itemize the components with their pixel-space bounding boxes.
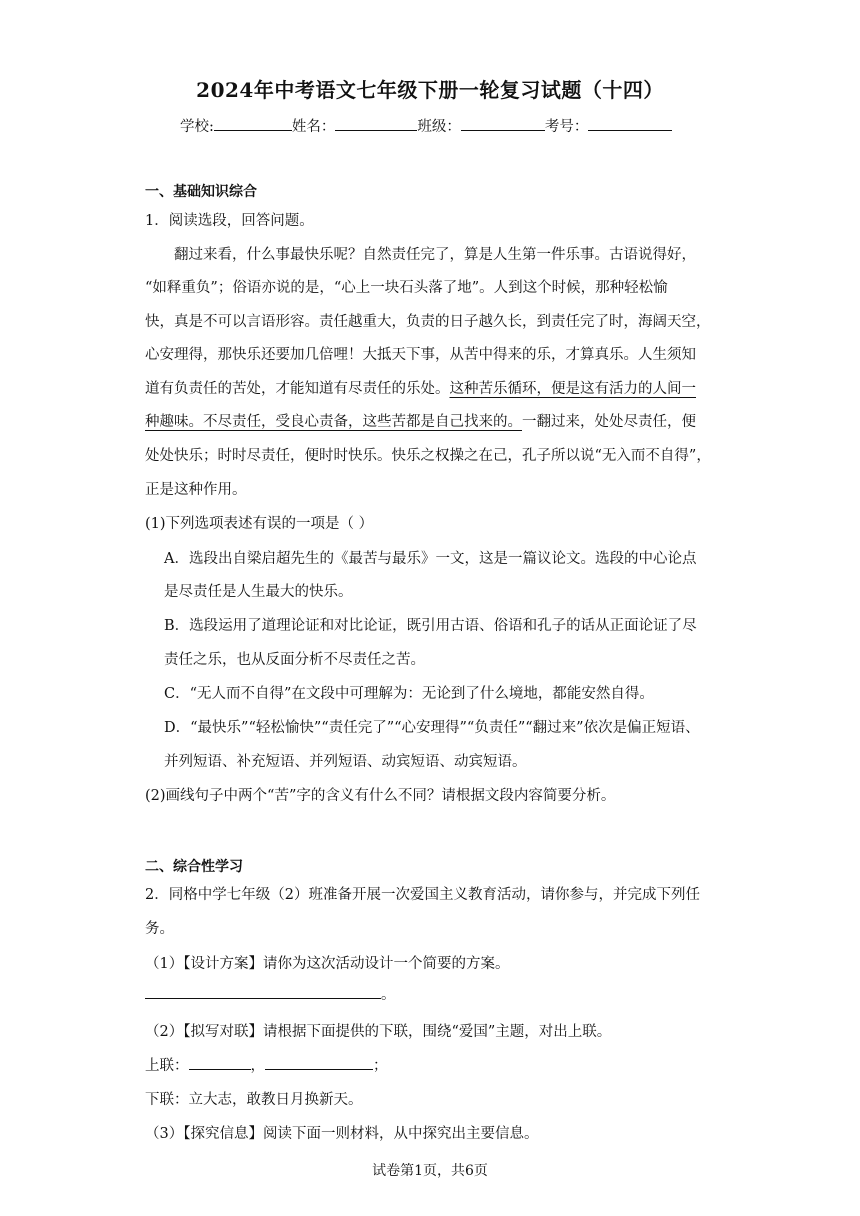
option-c[interactable]: C．“无人而不自得”在文段中可理解为：无论到了什么境地，都能安然自得。 bbox=[164, 686, 654, 702]
question-2-stem-cont: 务。 bbox=[145, 921, 174, 937]
passage-line: 正是这种作用。 bbox=[145, 482, 247, 498]
sub-question-1: (1)下列选项表述有误的一项是（ ） bbox=[145, 516, 374, 532]
class-label: 班级： bbox=[417, 119, 461, 135]
passage-line bbox=[145, 377, 696, 398]
answer-blank[interactable] bbox=[145, 984, 381, 999]
passage-line bbox=[145, 410, 696, 431]
section-heading-1: 一、基础知识综合 bbox=[145, 184, 257, 200]
student-info-line bbox=[180, 115, 672, 136]
option-a[interactable]: A．选段出自梁启超先生的《最苦与最乐》一文，这是一篇议论文。选段的中心论点 bbox=[164, 551, 697, 567]
underlined-sentence: 这种苦乐循环，便是这有活力的人间一 bbox=[449, 381, 696, 397]
question-2-stem: 2．同格中学七年级（2）班准备开展一次爱国主义教育活动，请你参与，并完成下列任 bbox=[145, 887, 700, 903]
passage-line: 心安理得，那快乐还要加几倍哩！大抵天下事，从苦中得来的乐，才算真乐。人生须知 bbox=[145, 347, 696, 363]
task-2: （2）【拟写对联】请根据下面提供的下联，围绕“爱国”主题，对出上联。 bbox=[145, 1024, 612, 1040]
option-a-cont: 是尽责任是人生最大的快乐。 bbox=[164, 584, 353, 600]
passage-line: “如释重负”；俗语亦说的是，“心上一块石头落了地”。人到这个时候，那种轻松愉 bbox=[145, 280, 668, 296]
exam-no-label: 考号： bbox=[544, 119, 589, 135]
school-label: 学校: bbox=[180, 119, 214, 135]
exam-no-blank[interactable] bbox=[588, 116, 672, 131]
passage-line: 处处快乐；时时尽责任，便时时快乐。快乐之权操之在己，孔子所以说“无入而不自得”， bbox=[145, 448, 711, 464]
sub-question-2: (2)画线句子中两个“苦”字的含义有什么不同？请根据文段内容简要分析。 bbox=[145, 788, 616, 804]
upper-couplet-line bbox=[145, 1054, 388, 1075]
underlined-sentence: 种趣味。不尽责任，受良心责备，这些苦都是自己找来的。 bbox=[145, 414, 522, 430]
school-blank[interactable] bbox=[214, 116, 292, 131]
passage-text: 一翻过来，处处尽责任，便 bbox=[522, 414, 696, 430]
lower-couplet: 下联：立大志，敢教日月换新天。 bbox=[145, 1092, 363, 1108]
upper-couplet-blank-2[interactable] bbox=[265, 1055, 373, 1070]
semicolon: ； bbox=[373, 1058, 388, 1074]
period: 。 bbox=[381, 987, 396, 1003]
option-b[interactable]: B．选段运用了道理论证和对比论证，既引用古语、俗语和孔子的话从正面论证了尽 bbox=[164, 618, 697, 634]
passage-line: 翻过来看，什么事最快乐呢？自然责任完了，算是人生第一件乐事。古语说得好， bbox=[174, 247, 696, 263]
class-blank[interactable] bbox=[461, 116, 545, 131]
section-heading-2: 二、综合性学习 bbox=[145, 859, 243, 875]
page-title: 2024年中考语文七年级下册一轮复习试题（十四） bbox=[196, 78, 664, 102]
question-1-stem: 1．阅读选段，回答问题。 bbox=[145, 213, 314, 229]
upper-couplet-label: 上联： bbox=[145, 1058, 189, 1074]
passage-line: 快，真是不可以言语形容。责任越重大，负责的日子越久长，到责任完了时，海阔天空， bbox=[145, 314, 711, 330]
option-d-cont: 并列短语、补充短语、并列短语、动宾短语、动宾短语。 bbox=[164, 754, 527, 770]
task-1-answer-line bbox=[145, 983, 396, 1004]
option-d[interactable]: D．“最快乐”“轻松愉快”“责任完了”“心安理得”“负责任”“翻过来”依次是偏正短语、 bbox=[164, 720, 700, 736]
name-label: 姓名： bbox=[291, 119, 336, 135]
task-3: （3）【探究信息】阅读下面一则材料，从中探究出主要信息。 bbox=[145, 1126, 539, 1142]
option-b-cont: 责任之乐，也从反面分析不尽责任之苦。 bbox=[164, 652, 425, 668]
task-1: （1）【设计方案】请你为这次活动设计一个简要的方案。 bbox=[145, 956, 510, 972]
name-blank[interactable] bbox=[335, 116, 417, 131]
comma: ， bbox=[250, 1058, 265, 1074]
passage-text: 道有负责任的苦处，才能知道有尽责任的乐处。 bbox=[145, 381, 450, 397]
upper-couplet-blank-1[interactable] bbox=[189, 1055, 251, 1070]
page-footer: 试卷第1页，共6页 bbox=[372, 1163, 488, 1179]
